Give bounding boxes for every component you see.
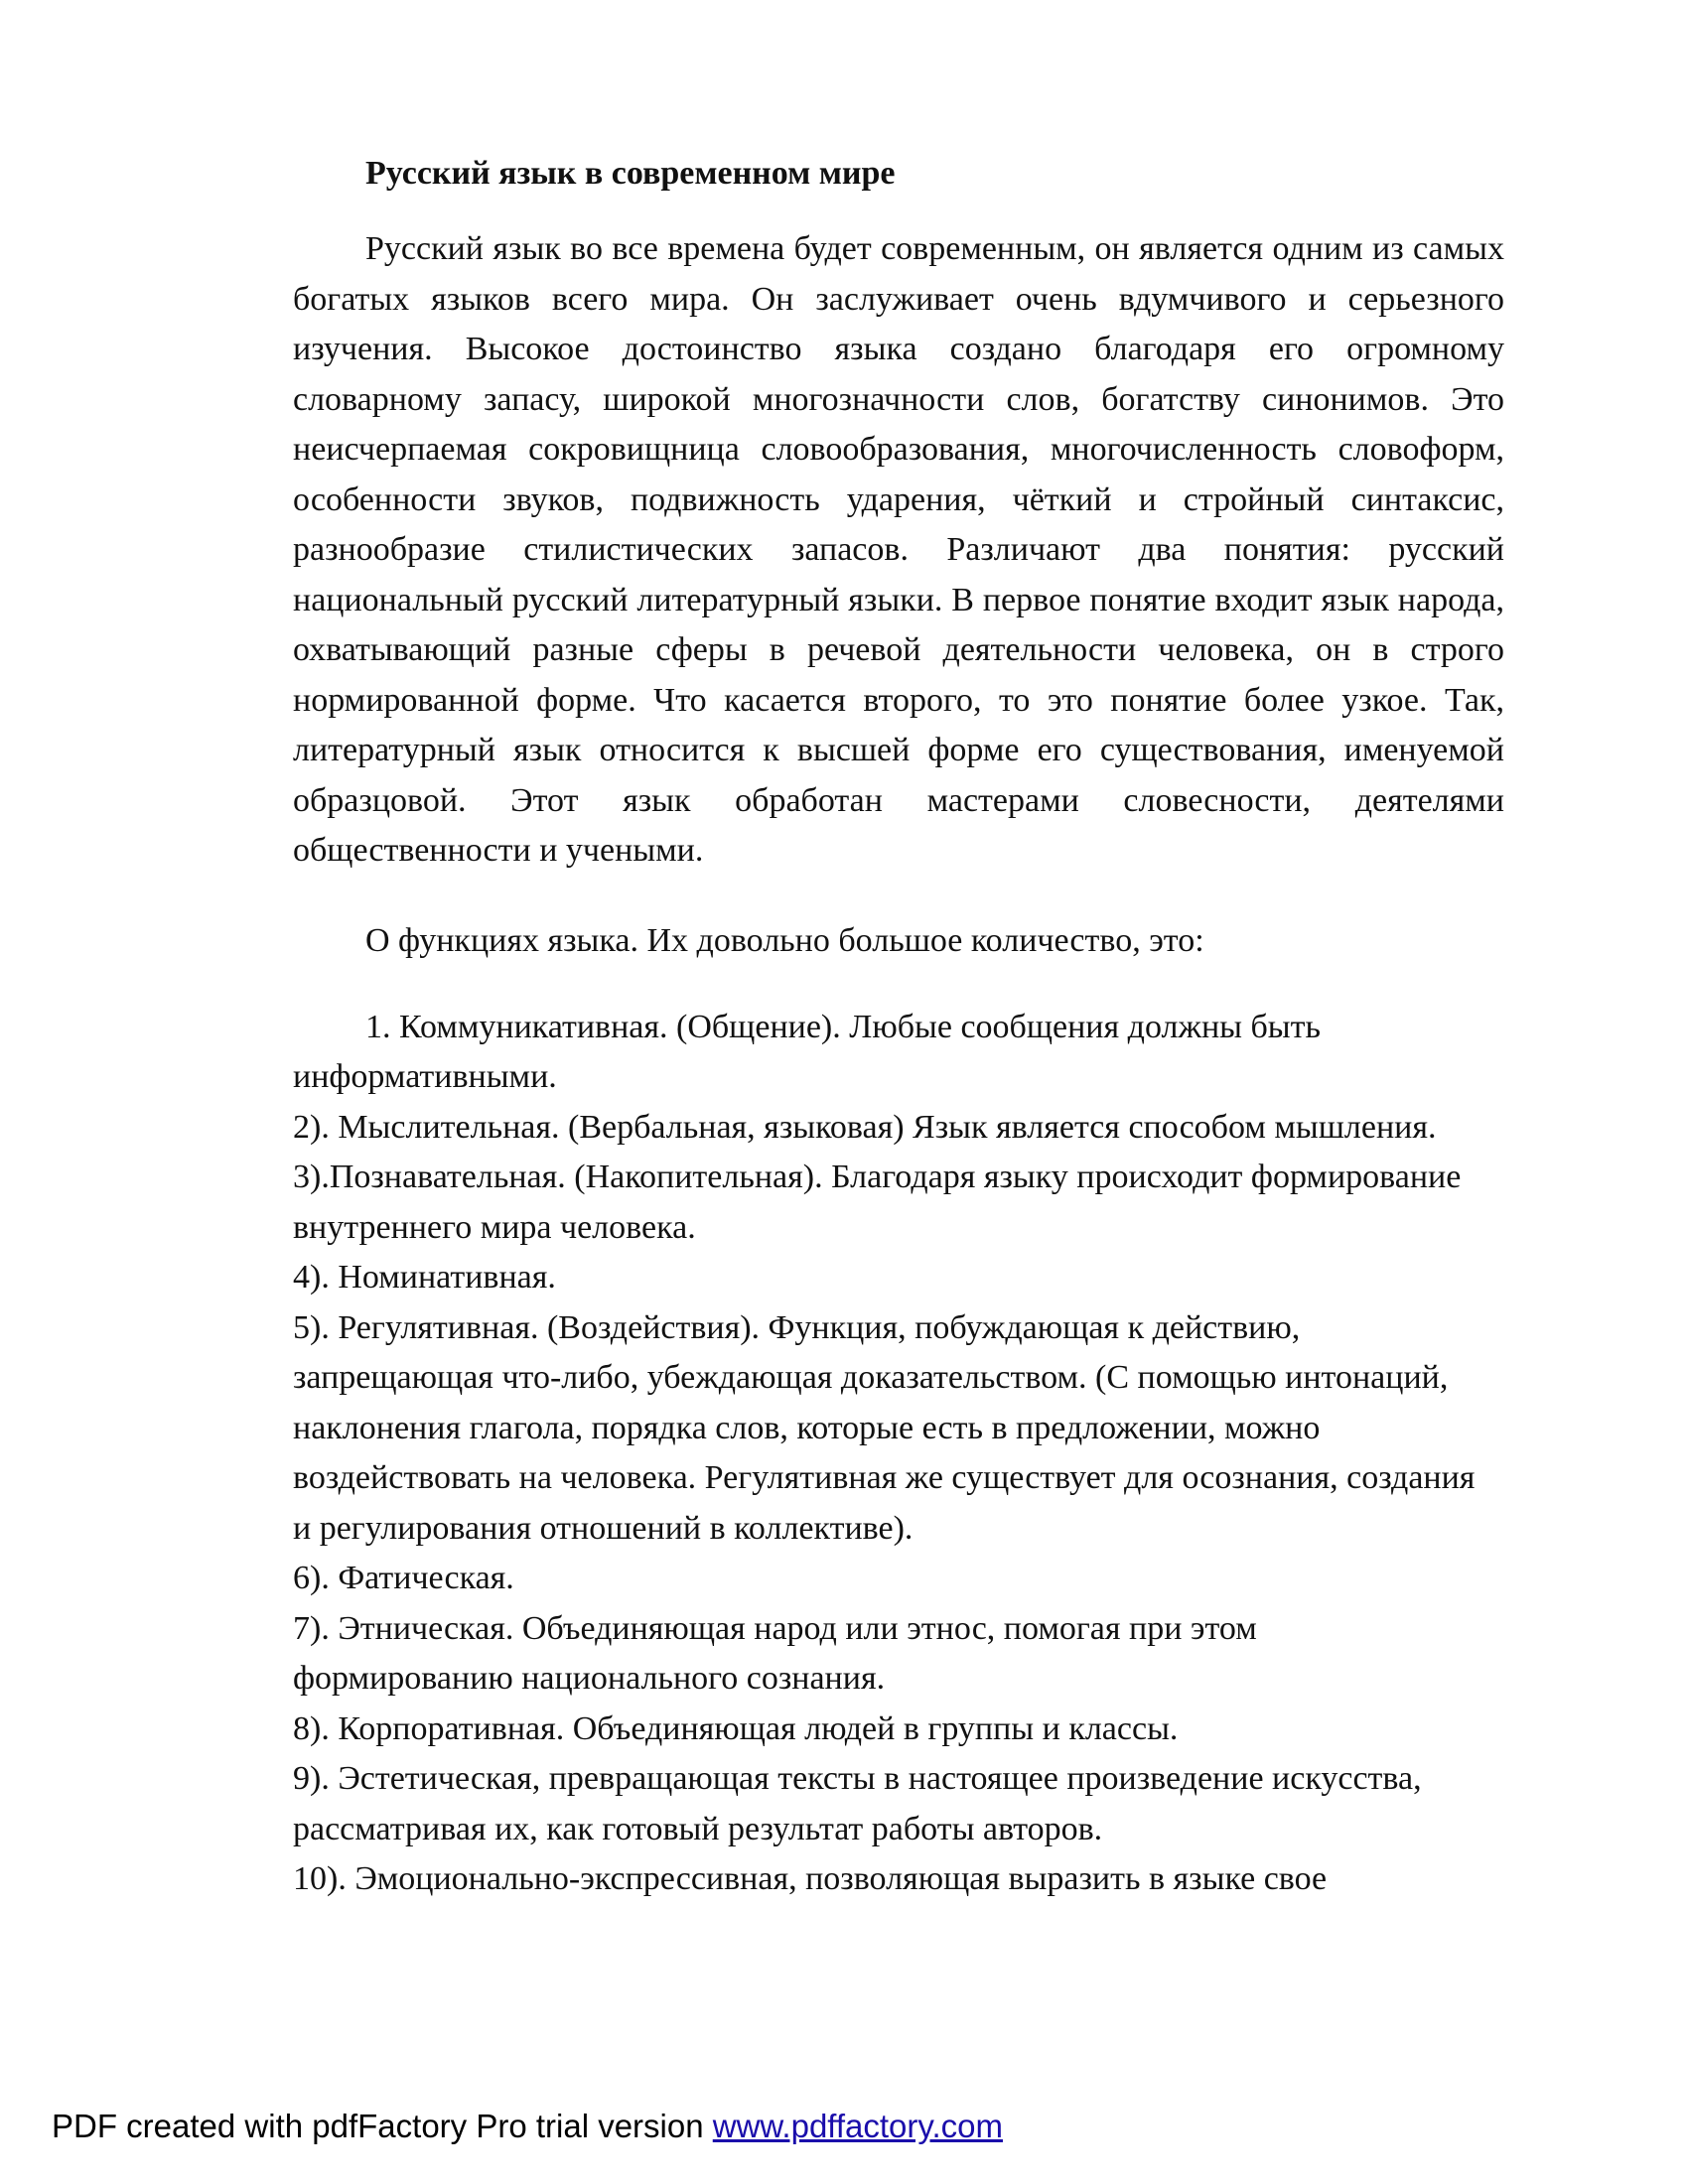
function-item-5: 5). Регулятивная. (Воздействия). Функция, побуждающая к действию, запрещающая что-либо, убеждающая доказательством. (С помощью интонаций, наклонения глагола, порядка слов, которые есть в предложении, можно воздействовать на человека. Регулятивная же существует для осознания, создания и регулирования отношений в коллективе).: [293, 1308, 1476, 1547]
function-item-9: 9). Эстетическая, превращающая тексты в настоящее произведение искусства, рассматривая их, как готовый результат работы авторов.: [293, 1760, 1422, 1847]
functions-list: [293, 1003, 1504, 1905]
function-item-1: 1. Коммуникативная. (Общение). Любые сообщения должны быть информативными.: [293, 1008, 1321, 1095]
function-item-3: 3).Познавательная. (Накопительная). Благодаря языку происходит формирование внутреннего мира человека.: [293, 1159, 1462, 1246]
function-item-4: 4). Номинативная.: [293, 1259, 556, 1296]
function-item-10: 10). Эмоционально-экспрессивная, позволяющая выразить в языке свое: [293, 1860, 1328, 1897]
function-item-6: 6). Фатическая.: [293, 1560, 514, 1596]
pdf-footer: [52, 2107, 1003, 2146]
body-paragraph: Русский язык во все времена будет современным, он является одним из самых богатых языков всего мира. Он заслуживает очень вдумчивого и серьезного изучения. Высокое достоинство языка создано благодаря его огромному словарному запасу, широкой многозначности слов, богатству синонимов. Это неисчерпаемая сокровищница словообразования, многочисленность словоформ, особенности звуков, подвижность ударения, чёткий и стройный синтаксис, разнообразие стилистических запасов. Различают два понятия: русский национальный русский литературный языки. В первое понятие входит язык народа, охватывающий разные сферы в речевой деятельности человека, он в строго нормированной форме. Что касается второго, то это понятие более узкое. Так, литературный язык относится к высшей форме его существования, именуемой образцовой. Этот язык обработан мастерами словесности, деятелями общественности и учеными.: [293, 230, 1504, 869]
document-title: Русский язык в современном мире: [365, 155, 896, 192]
function-item-2: 2). Мыслительная. (Вербальная, языковая) Язык является способом мышления.: [293, 1108, 1437, 1146]
footer-text: PDF created with pdfFactory Pro trial version: [52, 2108, 713, 2144]
footer-link[interactable]: www.pdffactory.com: [712, 2108, 1003, 2144]
functions-intro: О функциях языка. Их довольно большое количество, это:: [365, 921, 1204, 959]
function-item-7: 7). Этническая. Объединяющая народ или этнос, помогая при этом формированию национального сознания.: [293, 1609, 1257, 1697]
document-page: [293, 149, 1504, 1905]
function-item-8: 8). Корпоративная. Объединяющая людей в группы и классы.: [293, 1709, 1179, 1747]
